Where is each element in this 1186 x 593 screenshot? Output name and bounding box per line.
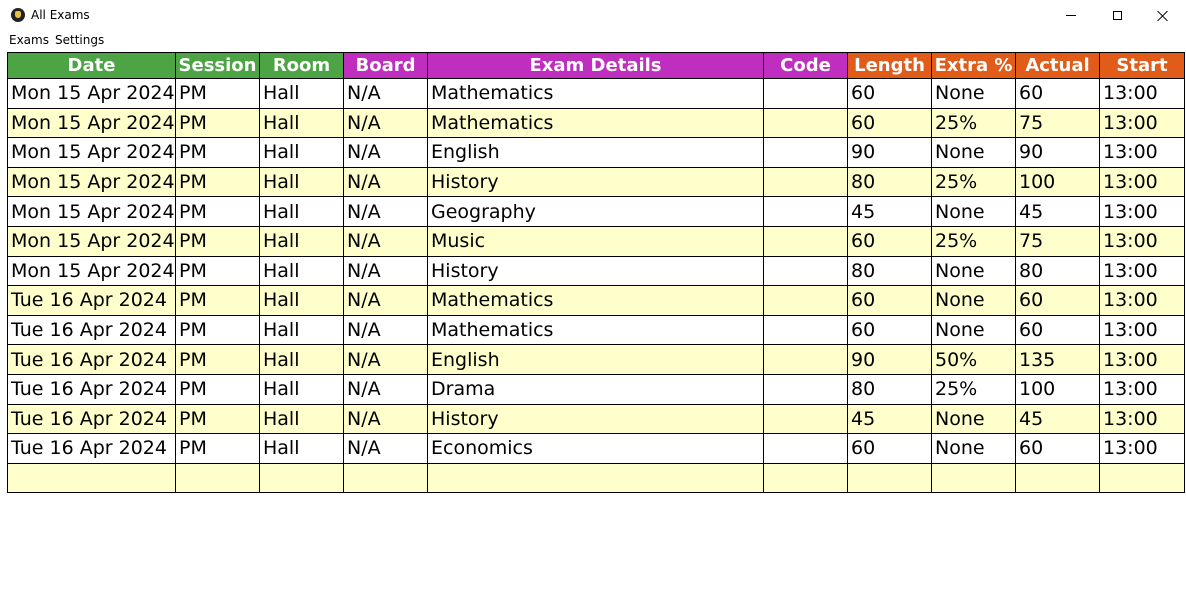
cell-start[interactable]: 13:00: [1100, 345, 1185, 375]
table-body: [8, 79, 1185, 493]
cell-length[interactable]: 60: [848, 108, 932, 138]
cell-session[interactable]: PM: [176, 345, 260, 375]
table-row[interactable]: [8, 79, 1185, 109]
column-header-extra[interactable]: Extra %: [932, 53, 1016, 79]
column-header-date[interactable]: Date: [8, 53, 176, 79]
cell-session[interactable]: PM: [176, 404, 260, 434]
cell-session[interactable]: PM: [176, 79, 260, 109]
cell-session[interactable]: PM: [176, 226, 260, 256]
table-row[interactable]: [8, 434, 1185, 464]
cell-extra[interactable]: None: [932, 315, 1016, 345]
cell-room[interactable]: Hall: [260, 374, 344, 404]
cell-exam-details[interactable]: Economics: [428, 434, 764, 464]
cell-exam-details[interactable]: History: [428, 404, 764, 434]
table-row[interactable]: [8, 315, 1185, 345]
table-row[interactable]: [8, 197, 1185, 227]
cell-extra[interactable]: 25%: [932, 108, 1016, 138]
cell-board[interactable]: [344, 463, 428, 493]
cell-room[interactable]: Hall: [260, 138, 344, 168]
cell-extra[interactable]: 25%: [932, 374, 1016, 404]
column-header-code[interactable]: Code: [764, 53, 848, 79]
cell-actual[interactable]: [1016, 463, 1100, 493]
cell-room[interactable]: Hall: [260, 256, 344, 286]
cell-start[interactable]: 13:00: [1100, 197, 1185, 227]
cell-extra[interactable]: None: [932, 197, 1016, 227]
cell-length[interactable]: 60: [848, 315, 932, 345]
cell-length[interactable]: [848, 463, 932, 493]
cell-date[interactable]: Tue 16 Apr 2024: [8, 345, 176, 375]
column-header-room[interactable]: Room: [260, 53, 344, 79]
cell-actual[interactable]: 90: [1016, 138, 1100, 168]
cell-length[interactable]: 60: [848, 286, 932, 316]
cell-date[interactable]: Tue 16 Apr 2024: [8, 404, 176, 434]
cell-room[interactable]: Hall: [260, 167, 344, 197]
cell-date[interactable]: Tue 16 Apr 2024: [8, 374, 176, 404]
menu-bar: [0, 31, 1186, 51]
cell-date[interactable]: Mon 15 Apr 2024: [8, 256, 176, 286]
cell-exam-details[interactable]: [428, 463, 764, 493]
cell-room[interactable]: Hall: [260, 197, 344, 227]
cell-code[interactable]: [764, 434, 848, 464]
cell-date[interactable]: Mon 15 Apr 2024: [8, 79, 176, 109]
cell-room[interactable]: [260, 463, 344, 493]
minimize-button[interactable]: [1048, 0, 1094, 31]
cell-session[interactable]: PM: [176, 108, 260, 138]
cell-extra[interactable]: None: [932, 286, 1016, 316]
cell-code[interactable]: [764, 226, 848, 256]
cell-actual[interactable]: 60: [1016, 434, 1100, 464]
cell-extra[interactable]: 25%: [932, 226, 1016, 256]
cell-actual[interactable]: 80: [1016, 256, 1100, 286]
cell-date[interactable]: Tue 16 Apr 2024: [8, 315, 176, 345]
cell-session[interactable]: PM: [176, 256, 260, 286]
cell-exam-details[interactable]: English: [428, 345, 764, 375]
close-icon: [1157, 10, 1169, 22]
cell-board[interactable]: N/A: [344, 374, 428, 404]
cell-code[interactable]: [764, 138, 848, 168]
cell-start[interactable]: [1100, 463, 1185, 493]
column-header-length[interactable]: Length: [848, 53, 932, 79]
cell-board[interactable]: N/A: [344, 197, 428, 227]
table-row[interactable]: [8, 108, 1185, 138]
cell-actual[interactable]: 60: [1016, 315, 1100, 345]
cell-length[interactable]: 60: [848, 79, 932, 109]
app-logo-icon: [11, 8, 25, 22]
cell-code[interactable]: [764, 108, 848, 138]
cell-board[interactable]: N/A: [344, 256, 428, 286]
cell-start[interactable]: 13:00: [1100, 286, 1185, 316]
cell-actual[interactable]: 75: [1016, 108, 1100, 138]
cell-actual[interactable]: 60: [1016, 286, 1100, 316]
cell-extra[interactable]: 25%: [932, 167, 1016, 197]
cell-length[interactable]: 80: [848, 374, 932, 404]
cell-exam-details[interactable]: Drama: [428, 374, 764, 404]
cell-actual[interactable]: 45: [1016, 404, 1100, 434]
table-row[interactable]: [8, 256, 1185, 286]
table-row[interactable]: [8, 226, 1185, 256]
cell-code[interactable]: [764, 197, 848, 227]
cell-start[interactable]: 13:00: [1100, 404, 1185, 434]
menu-settings[interactable]: Settings: [55, 33, 105, 47]
cell-length[interactable]: 80: [848, 256, 932, 286]
cell-room[interactable]: Hall: [260, 345, 344, 375]
cell-exam-details[interactable]: History: [428, 256, 764, 286]
cell-code[interactable]: [764, 374, 848, 404]
exams-table-container: [7, 52, 1184, 492]
cell-session[interactable]: PM: [176, 434, 260, 464]
cell-code[interactable]: [764, 167, 848, 197]
column-header-actual[interactable]: Actual: [1016, 53, 1100, 79]
cell-board[interactable]: N/A: [344, 226, 428, 256]
cell-exam-details[interactable]: Mathematics: [428, 315, 764, 345]
cell-code[interactable]: [764, 404, 848, 434]
cell-date[interactable]: Mon 15 Apr 2024: [8, 108, 176, 138]
table-row[interactable]: [8, 167, 1185, 197]
cell-exam-details[interactable]: History: [428, 167, 764, 197]
table-row[interactable]: [8, 138, 1185, 168]
cell-length[interactable]: 60: [848, 226, 932, 256]
cell-code[interactable]: [764, 315, 848, 345]
table-row[interactable]: [8, 286, 1185, 316]
cell-length[interactable]: 80: [848, 167, 932, 197]
cell-date[interactable]: Tue 16 Apr 2024: [8, 434, 176, 464]
cell-start[interactable]: 13:00: [1100, 256, 1185, 286]
table-row[interactable]: [8, 374, 1185, 404]
cell-session[interactable]: PM: [176, 315, 260, 345]
cell-extra[interactable]: 50%: [932, 345, 1016, 375]
cell-exam-details[interactable]: Mathematics: [428, 286, 764, 316]
cell-actual[interactable]: 60: [1016, 79, 1100, 109]
cell-extra[interactable]: None: [932, 256, 1016, 286]
column-header-exam-details[interactable]: Exam Details: [428, 53, 764, 79]
cell-start[interactable]: 13:00: [1100, 434, 1185, 464]
cell-session[interactable]: PM: [176, 374, 260, 404]
cell-code[interactable]: [764, 463, 848, 493]
cell-session[interactable]: PM: [176, 197, 260, 227]
cell-exam-details[interactable]: Music: [428, 226, 764, 256]
cell-board[interactable]: N/A: [344, 167, 428, 197]
cell-length[interactable]: 45: [848, 197, 932, 227]
cell-board[interactable]: N/A: [344, 434, 428, 464]
exams-table: [7, 52, 1185, 493]
cell-start[interactable]: 13:00: [1100, 315, 1185, 345]
cell-code[interactable]: [764, 79, 848, 109]
cell-exam-details[interactable]: English: [428, 138, 764, 168]
cell-start[interactable]: 13:00: [1100, 226, 1185, 256]
cell-exam-details[interactable]: Mathematics: [428, 108, 764, 138]
cell-start[interactable]: 13:00: [1100, 138, 1185, 168]
cell-exam-details[interactable]: Mathematics: [428, 79, 764, 109]
cell-board[interactable]: N/A: [344, 108, 428, 138]
cell-date[interactable]: Mon 15 Apr 2024: [8, 138, 176, 168]
cell-date[interactable]: Mon 15 Apr 2024: [8, 167, 176, 197]
minimize-icon: [1066, 15, 1076, 16]
cell-extra[interactable]: None: [932, 434, 1016, 464]
title-bar[interactable]: [0, 0, 1186, 31]
cell-board[interactable]: N/A: [344, 345, 428, 375]
cell-extra[interactable]: None: [932, 138, 1016, 168]
cell-length[interactable]: 90: [848, 138, 932, 168]
cell-actual[interactable]: 100: [1016, 374, 1100, 404]
cell-start[interactable]: 13:00: [1100, 108, 1185, 138]
table-row[interactable]: [8, 345, 1185, 375]
cell-session[interactable]: [176, 463, 260, 493]
window-title: All Exams: [31, 8, 90, 22]
cell-date[interactable]: [8, 463, 176, 493]
cell-room[interactable]: Hall: [260, 434, 344, 464]
cell-length[interactable]: 60: [848, 434, 932, 464]
cell-actual[interactable]: 45: [1016, 197, 1100, 227]
cell-start[interactable]: 13:00: [1100, 374, 1185, 404]
cell-session[interactable]: PM: [176, 138, 260, 168]
table-row[interactable]: [8, 404, 1185, 434]
cell-extra[interactable]: None: [932, 404, 1016, 434]
menu-exams[interactable]: Exams: [9, 33, 49, 47]
column-header-board[interactable]: Board: [344, 53, 428, 79]
column-header-start[interactable]: Start: [1100, 53, 1185, 79]
cell-room[interactable]: Hall: [260, 226, 344, 256]
close-button[interactable]: [1140, 0, 1186, 31]
cell-exam-details[interactable]: Geography: [428, 197, 764, 227]
cell-date[interactable]: Mon 15 Apr 2024: [8, 197, 176, 227]
cell-room[interactable]: Hall: [260, 286, 344, 316]
cell-extra[interactable]: [932, 463, 1016, 493]
cell-start[interactable]: 13:00: [1100, 167, 1185, 197]
cell-board[interactable]: N/A: [344, 286, 428, 316]
cell-actual[interactable]: 135: [1016, 345, 1100, 375]
table-row-new[interactable]: [8, 463, 1185, 493]
cell-board[interactable]: N/A: [344, 138, 428, 168]
table-header-row: [8, 53, 1185, 79]
cell-room[interactable]: Hall: [260, 108, 344, 138]
cell-room[interactable]: Hall: [260, 315, 344, 345]
cell-session[interactable]: PM: [176, 167, 260, 197]
cell-date[interactable]: Tue 16 Apr 2024: [8, 286, 176, 316]
cell-room[interactable]: Hall: [260, 404, 344, 434]
cell-extra[interactable]: None: [932, 79, 1016, 109]
cell-session[interactable]: PM: [176, 286, 260, 316]
cell-length[interactable]: 45: [848, 404, 932, 434]
cell-board[interactable]: N/A: [344, 79, 428, 109]
cell-start[interactable]: 13:00: [1100, 79, 1185, 109]
cell-code[interactable]: [764, 345, 848, 375]
cell-board[interactable]: N/A: [344, 315, 428, 345]
maximize-icon: [1113, 11, 1122, 20]
cell-actual[interactable]: 100: [1016, 167, 1100, 197]
cell-actual[interactable]: 75: [1016, 226, 1100, 256]
column-header-session[interactable]: Session: [176, 53, 260, 79]
cell-code[interactable]: [764, 256, 848, 286]
cell-code[interactable]: [764, 286, 848, 316]
cell-room[interactable]: Hall: [260, 79, 344, 109]
cell-date[interactable]: Mon 15 Apr 2024: [8, 226, 176, 256]
maximize-button[interactable]: [1094, 0, 1140, 31]
cell-length[interactable]: 90: [848, 345, 932, 375]
cell-board[interactable]: N/A: [344, 404, 428, 434]
